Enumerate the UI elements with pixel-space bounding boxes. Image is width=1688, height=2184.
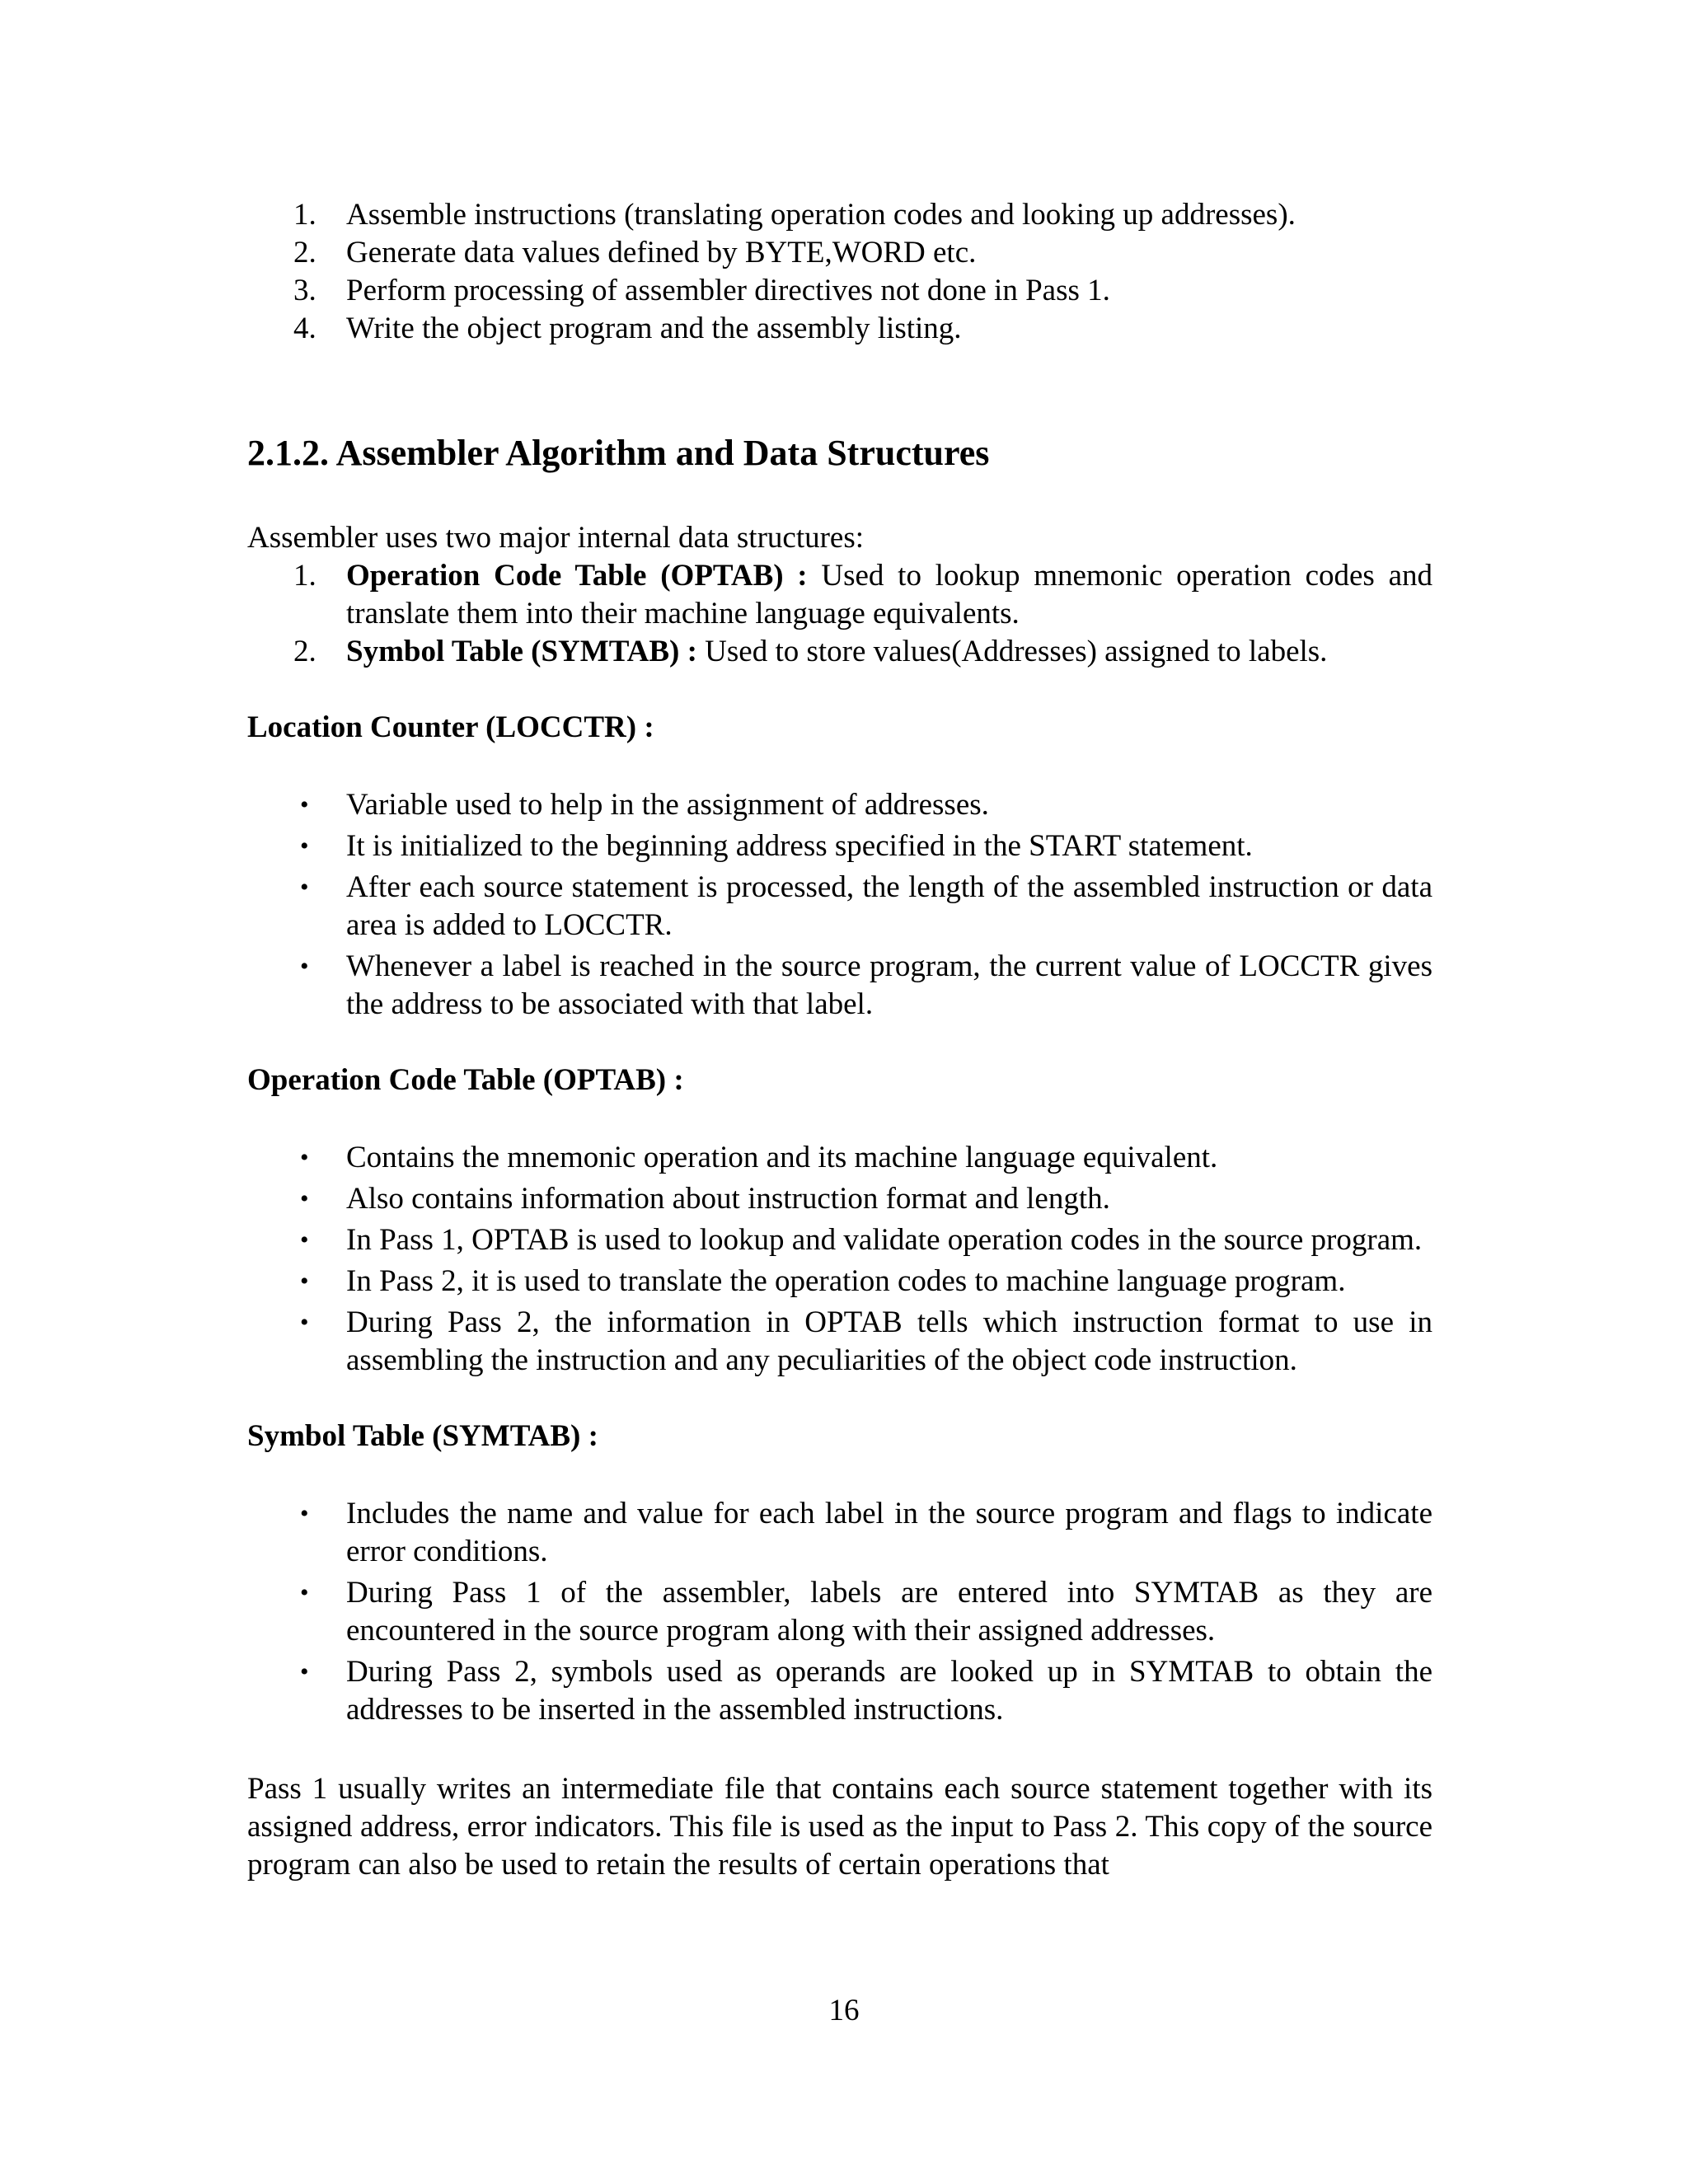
bullet-icon: • — [300, 1500, 309, 1527]
list-item-text: During Pass 2, symbols used as operands are looked up in SYMTAB to obtain the addresses to be inserted in the assembled instructions. — [346, 1655, 1432, 1727]
list-item-text: Whenever a label is reached in the source program, the current value of LOCCTR gives the address to be associated with that label. — [346, 949, 1432, 1021]
list-number: 4. — [293, 312, 316, 345]
list-item-text: After each source statement is processed, the length of the assembled instruction or data area is added to LOCCTR. — [346, 870, 1432, 942]
list-item-term: Symbol Table (SYMTAB) : — [346, 635, 697, 668]
section-intro: Assembler uses two major internal data structures: — [247, 521, 865, 555]
list-item-text: In Pass 2, it is used to translate the operation codes to machine language program. — [346, 1264, 1346, 1298]
page-number: 16 — [828, 1994, 860, 2027]
bullet-icon: • — [300, 1268, 309, 1295]
bullet-icon: • — [300, 1579, 309, 1606]
list-item — [247, 1221, 1432, 1259]
list-item — [247, 1180, 1432, 1218]
list-item — [247, 1263, 1432, 1301]
list-item-text: Variable used to help in the assignment of addresses. — [346, 788, 989, 822]
list-number: 1. — [293, 559, 316, 593]
list-item-text: During Pass 2, the information in OPTAB tells which instruction format to use in assembling the instruction and any peculiarities of the object code instruction. — [346, 1305, 1432, 1377]
data-structures-list — [247, 557, 1432, 671]
list-item-text: Also contains information about instruction format and length. — [346, 1182, 1110, 1216]
bullet-icon: • — [300, 832, 309, 860]
list-item-text: Generate data values defined by BYTE,WORD etc. — [346, 236, 977, 269]
list-item — [247, 196, 1432, 234]
bullet-icon: • — [300, 1185, 309, 1212]
list-item — [247, 1495, 1432, 1571]
bullet-icon: • — [300, 1658, 309, 1685]
list-item-text: Perform processing of assembler directives not done in Pass 1. — [346, 274, 1110, 307]
list-item — [247, 272, 1432, 310]
bullet-icon: • — [300, 1309, 309, 1336]
list-item — [247, 948, 1432, 1024]
pass2-steps-list — [247, 196, 1432, 348]
list-item — [247, 827, 1432, 865]
locctr-list — [247, 786, 1432, 1024]
optab-list — [247, 1139, 1432, 1380]
bullet-icon: • — [300, 1226, 309, 1254]
list-number: 2. — [293, 635, 316, 668]
list-item — [247, 310, 1432, 348]
list-item-text: In Pass 1, OPTAB is used to lookup and validate operation codes in the source program. — [346, 1223, 1423, 1257]
list-item-text: Includes the name and value for each label in the source program and flags to indicate error conditions. — [346, 1497, 1432, 1568]
list-item-term: Operation Code Table (OPTAB) : — [346, 559, 808, 593]
list-item-text: During Pass 1 of the assembler, labels are entered into SYMTAB as they are encountered in the source program along with their assigned addresses. — [346, 1576, 1432, 1647]
list-item-text: Write the object program and the assembly listing. — [346, 312, 962, 345]
document-page — [247, 196, 1432, 1884]
bullet-icon: • — [300, 791, 309, 818]
list-number: 3. — [293, 274, 316, 307]
list-item — [247, 633, 1432, 671]
bullet-icon: • — [300, 874, 309, 901]
spacer — [247, 1732, 1432, 1770]
list-item — [247, 869, 1432, 944]
list-item — [247, 1653, 1432, 1729]
list-item-text: It is initialized to the beginning address specified in the START statement. — [346, 829, 1253, 863]
list-item — [247, 557, 1432, 633]
section-title: 2.1.2. Assembler Algorithm and Data Structures — [247, 433, 990, 473]
optab-heading: Operation Code Table (OPTAB) : — [247, 1063, 684, 1097]
bullet-icon: • — [300, 1144, 309, 1171]
list-number: 2. — [293, 236, 316, 269]
list-item — [247, 234, 1432, 272]
closing-paragraph: Pass 1 usually writes an intermediate file that contains each source statement together with its assigned address, error indicators. This file is used as the input to Pass 2. This copy of the source program can also be used to retain the results of certain operations that — [247, 1772, 1432, 1882]
symtab-heading: Symbol Table (SYMTAB) : — [247, 1419, 598, 1453]
bullet-icon: • — [300, 953, 309, 980]
list-item — [247, 1139, 1432, 1177]
list-item — [247, 786, 1432, 824]
list-item — [247, 1574, 1432, 1650]
locctr-heading: Location Counter (LOCCTR) : — [247, 710, 654, 744]
list-item-desc: Used to lookup mnemonic operation codes and translate them into their machine language equivalents. — [346, 559, 1432, 630]
list-number: 1. — [293, 198, 316, 232]
symtab-list — [247, 1495, 1432, 1729]
list-item-text: Contains the mnemonic operation and its machine language equivalent. — [346, 1141, 1218, 1174]
list-item-text: Assemble instructions (translating operation codes and looking up addresses). — [346, 198, 1296, 232]
list-item-desc: Used to store values(Addresses) assigned to labels. — [696, 635, 1328, 668]
list-item — [247, 1304, 1432, 1380]
